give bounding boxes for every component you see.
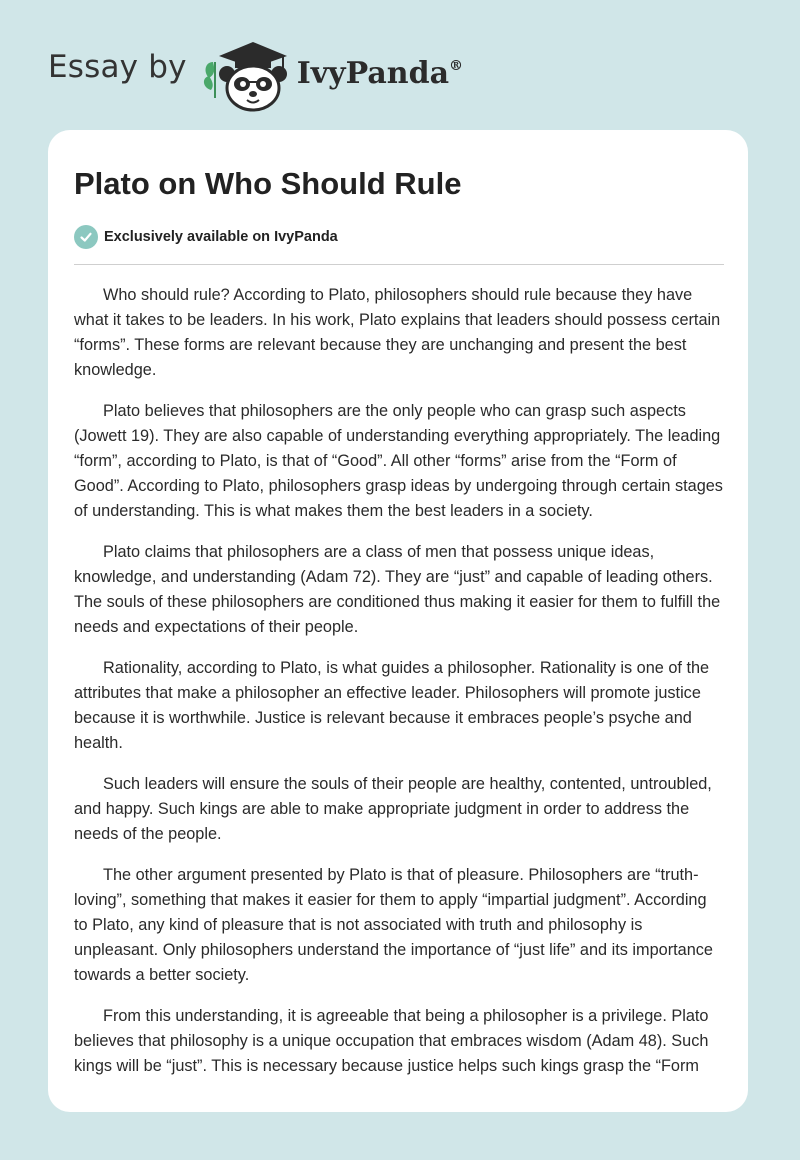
paragraph: From this understanding, it is agreeable that being a philosopher is a privilege. Plato believes that philosophy is a unique occupation that embraces wisdom (Adam 48). Such kings will be “just”. This is necessary because justice helps such kings grasp the “Form: [74, 1007, 709, 1075]
paragraph: Rationality, according to Plato, is what guides a philosopher. Rationality is one of the attributes that make a philosopher an effective leader. Philosophers will promote justice because it is worthwhile. Justice is relevant because it embraces people’s psyche and health.: [74, 659, 710, 752]
paragraph: Who should rule? According to Plato, philosophers should rule because they have what it takes to be leaders. In his work, Plato explains that leaders should possess certain “forms”. These forms are relevant because they are unchanging and present the best knowledge.: [74, 286, 721, 379]
essay-body: [74, 283, 724, 1079]
check-icon: [74, 225, 98, 249]
paragraph: Plato believes that philosophers are the only people who can grasp such aspects (Jowett 19). They are also capable of understanding everything appropriately. The leading “form”, according to Plato, is that of “Good”. All other “forms” arise from the “Form of Good”. According to Plato, philosophers grasp ideas by undergoing through certain stages of understanding. This is what makes them the best leaders in a society.: [74, 402, 723, 520]
badge-label: Exclusively available on IvyPanda: [104, 229, 338, 245]
divider: [74, 264, 724, 265]
page-title: Plato on Who Should Rule: [74, 166, 462, 201]
brand-name[interactable]: IvyPanda®: [296, 55, 464, 91]
essay-card: [48, 130, 748, 1112]
exclusive-badge: [74, 224, 722, 250]
paragraph: Plato claims that philosophers are a class of men that possess unique ideas, knowledge, and understanding (Adam 72). They are “just” and capable of leading others. The souls of these philosophers are conditioned thus making it easier for them to fulfill the needs and expectations of their people.: [74, 543, 721, 636]
site-header: [48, 28, 463, 118]
paragraph: Such leaders will ensure the souls of their people are healthy, contented, untroubled, and happy. Such kings are able to make appropriate judgment in order to address the needs of the people.: [74, 775, 712, 843]
paragraph: The other argument presented by Plato is that of pleasure. Philosophers are “truth-loving”, something that makes it easier for them to apply “impartial judgment”. According to Plato, any kind of pleasure that is not associated with truth and philosophy is unpleasant. Only philosophers understand the importance of “just life” and its importance towards a better society.: [74, 866, 713, 984]
essay-by-label: Essay by: [48, 49, 187, 85]
panda-logo-icon[interactable]: [201, 32, 293, 114]
